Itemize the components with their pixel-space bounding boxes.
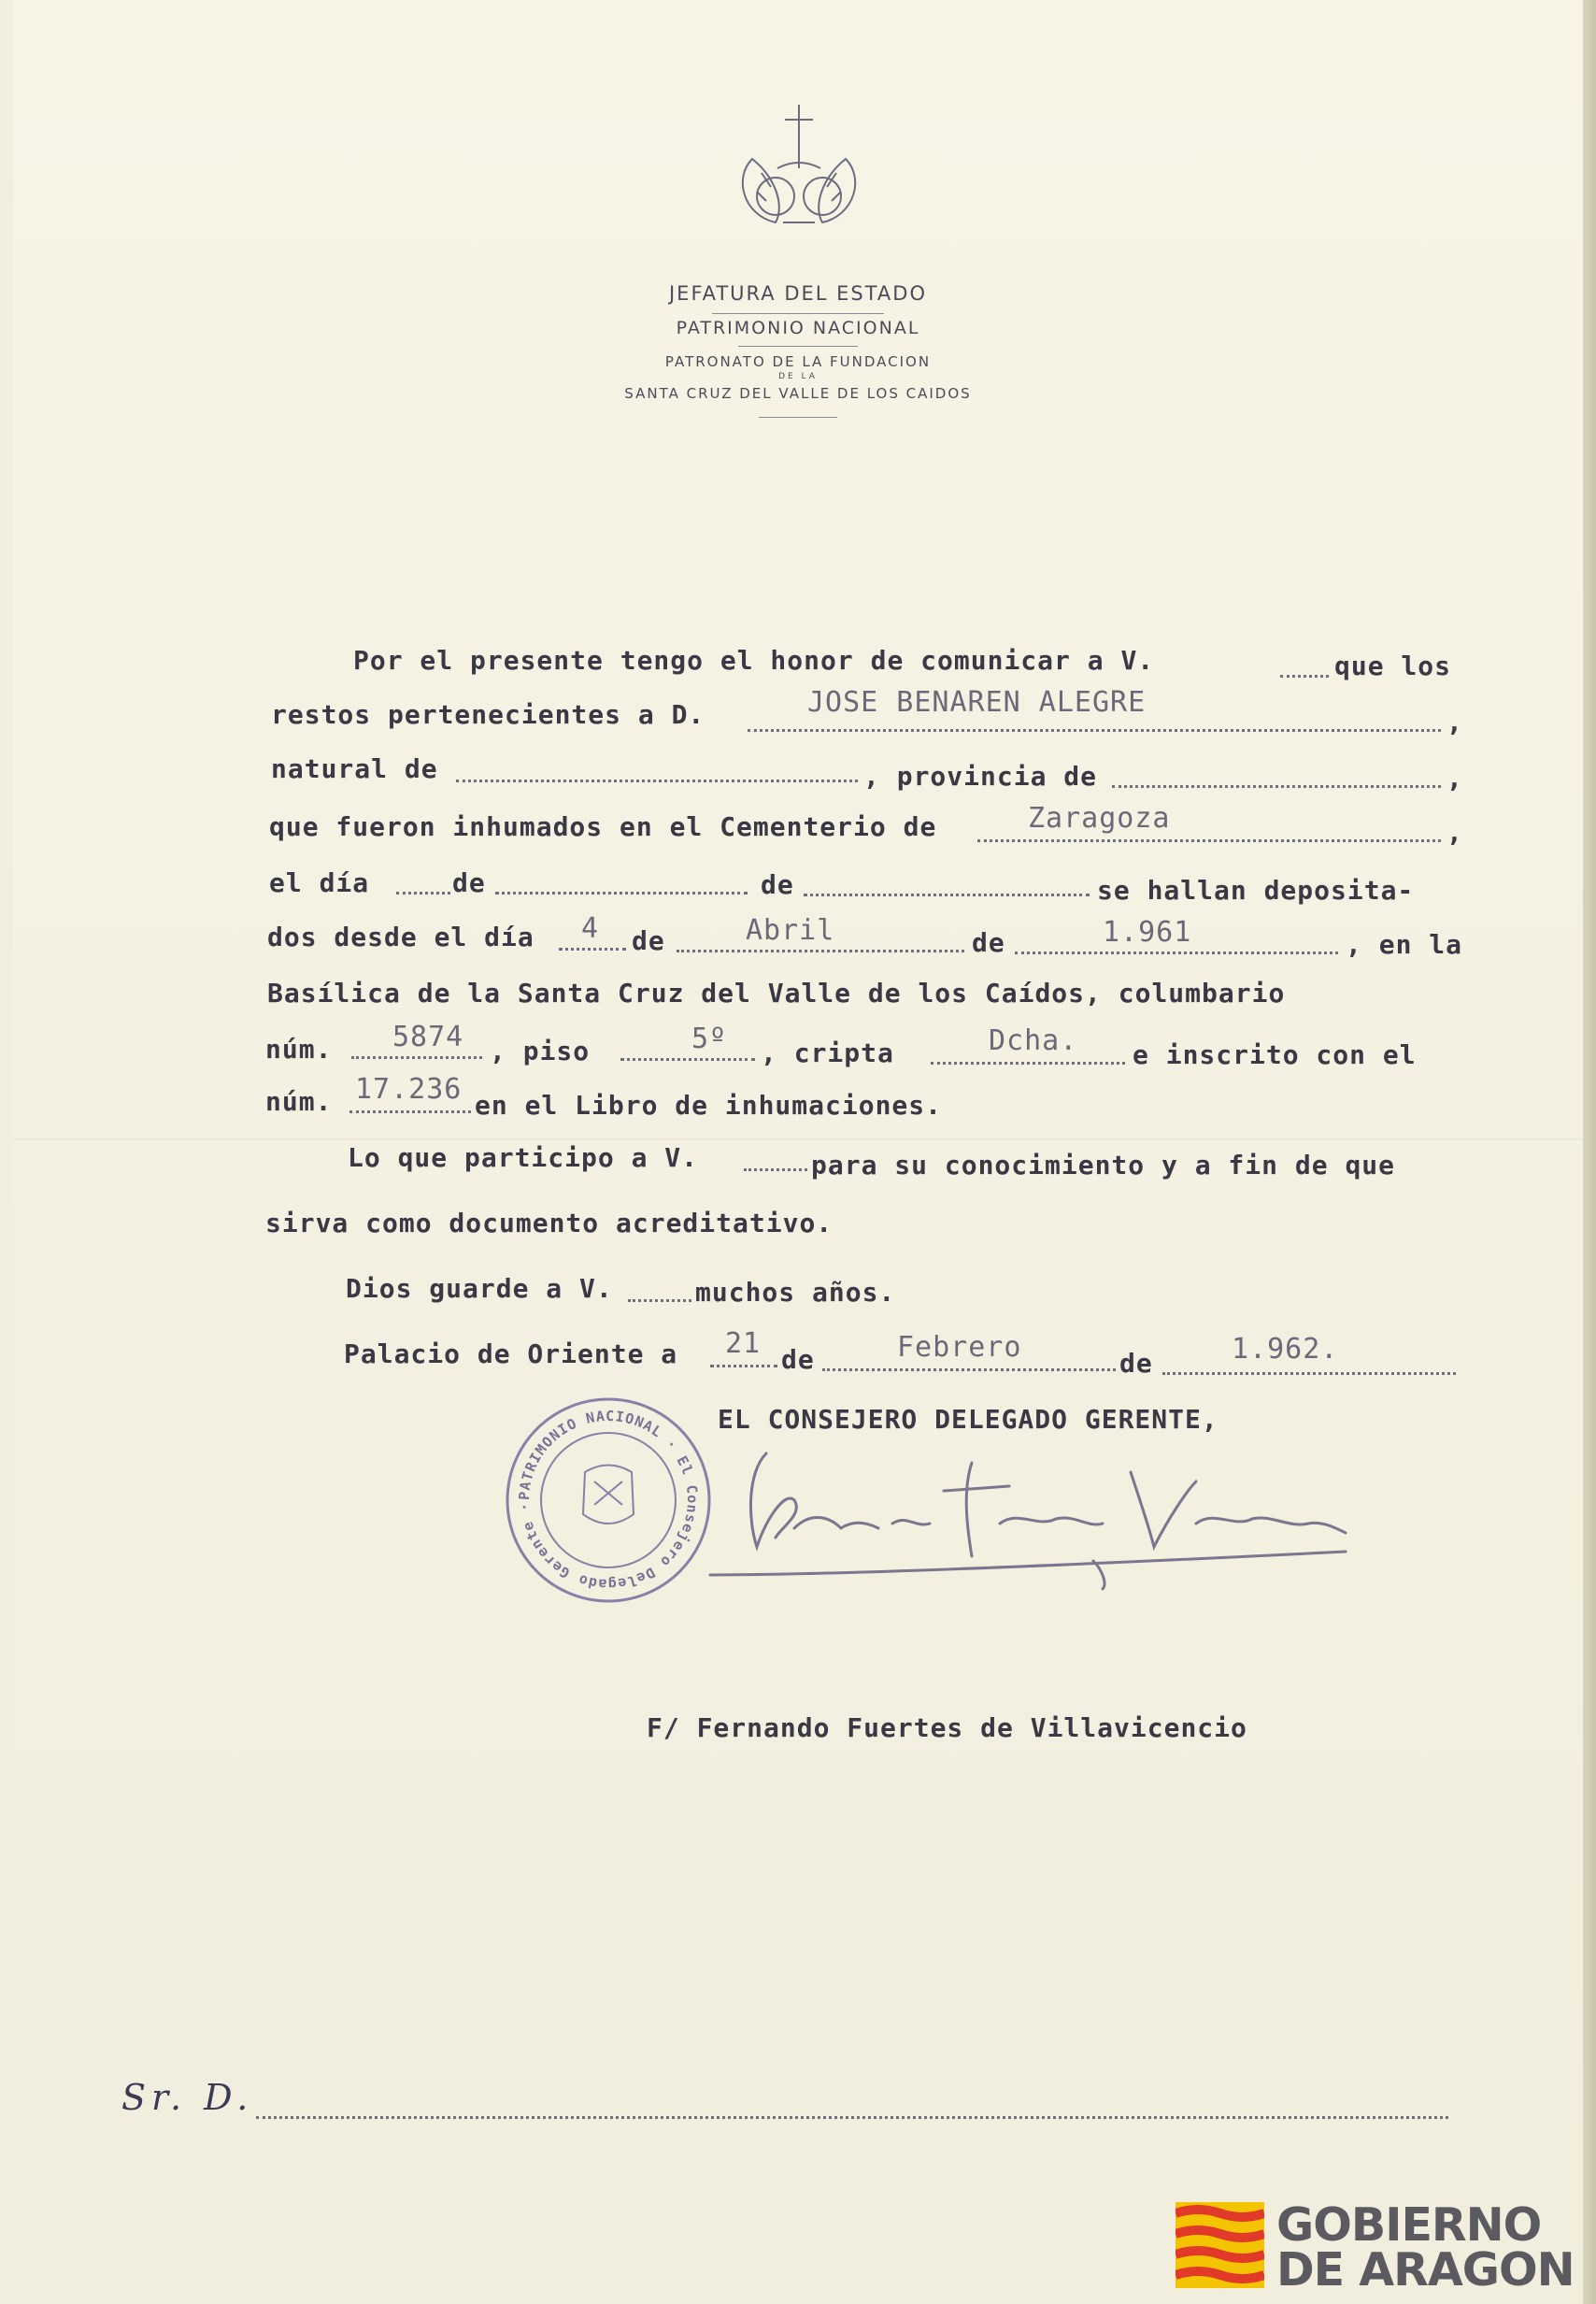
dotted-leader <box>822 1368 1116 1371</box>
body-text: de <box>1119 1348 1153 1379</box>
body-text: dos desde el día <box>267 922 534 952</box>
body-text: Dios guarde a V. <box>346 1273 613 1304</box>
crest-emblem <box>720 103 878 234</box>
floor-number: 5º <box>691 1023 728 1055</box>
body-text: en el Libro de inhumaciones. <box>475 1090 943 1121</box>
body-text: para su conocimiento y a fin de que <box>811 1150 1396 1181</box>
body-text: sirva como documento acreditativo. <box>265 1208 834 1238</box>
dotted-leader <box>744 1168 807 1171</box>
letterhead-line-4: DE LA <box>778 372 818 381</box>
body-text: que los <box>1334 651 1452 681</box>
dotted-leader <box>1280 675 1329 678</box>
dotted-leader <box>1015 952 1338 954</box>
dotted-leader <box>1112 785 1441 788</box>
body-text: restos pertenecientes a D. <box>271 699 705 730</box>
letter-month: Febrero <box>897 1331 1022 1364</box>
letter-year: 1.962. <box>1232 1333 1339 1366</box>
logo-line-2: DE ARAGON <box>1276 2243 1575 2297</box>
dotted-leader <box>396 892 450 894</box>
body-text: Palacio de Oriente a <box>344 1338 678 1369</box>
body-text: , cripta <box>761 1038 894 1068</box>
body-text: de <box>452 867 486 898</box>
official-stamp <box>501 1393 716 1608</box>
letterhead-line-1: JEFATURA DEL ESTADO <box>668 282 927 305</box>
cemetery-name: Zaragoza <box>1028 802 1171 835</box>
letter-day: 21 <box>725 1327 762 1360</box>
dotted-leader <box>677 950 964 952</box>
dotted-leader <box>559 948 626 951</box>
signoff-title: EL CONSEJERO DELEGADO GERENTE, <box>718 1404 1218 1435</box>
body-text: , provincia de <box>863 761 1098 792</box>
body-text: de <box>632 925 665 956</box>
letterhead-rule <box>759 417 837 418</box>
svg-text:PATRIMONIO NACIONAL · El Conse: PATRIMONIO NACIONAL · El Consejero Delegado Gerente · <box>515 1407 702 1594</box>
dotted-leader <box>620 1058 755 1061</box>
dotted-leader <box>804 894 1090 896</box>
body-text: se hallan deposita- <box>1097 875 1415 906</box>
body-text: , <box>1446 707 1463 737</box>
dotted-leader <box>931 1062 1125 1065</box>
letterhead-rule <box>738 346 858 347</box>
dotted-leader <box>495 892 748 894</box>
deposit-day: 4 <box>581 912 600 945</box>
body-text: el día <box>269 867 370 898</box>
sheet-edge <box>1583 0 1596 2304</box>
signatory-name: F/ Fernando Fuertes de Villavicencio <box>647 1712 1247 1743</box>
deceased-name: JOSE BENAREN ALEGRE <box>807 686 1147 719</box>
body-text: , <box>1446 817 1463 848</box>
body-text: Lo que participo a V. <box>348 1142 699 1173</box>
letterhead-line-5: SANTA CRUZ DEL VALLE DE LOS CAIDOS <box>624 385 972 402</box>
dotted-leader <box>710 1365 777 1367</box>
deposit-year: 1.961 <box>1103 916 1192 949</box>
body-text: Por el presente tengo el honor de comunicar a V. <box>353 645 1155 676</box>
recipient-dotted-line <box>256 2116 1448 2119</box>
dotted-leader <box>748 729 1441 732</box>
body-text: que fueron inhumados en el Cementerio de <box>269 811 937 842</box>
logo-line-1: GOBIERNO <box>1276 2198 1542 2252</box>
dotted-leader <box>351 1056 482 1059</box>
dotted-leader <box>977 839 1441 842</box>
body-text: de <box>761 869 794 900</box>
recipient-label: Sr. D. <box>121 2077 254 2118</box>
fold-crease <box>13 1138 1583 1142</box>
deposit-month: Abril <box>746 914 835 947</box>
body-text: , en la <box>1346 929 1463 960</box>
aragon-flag-icon <box>1176 2202 1264 2288</box>
letterhead-line-2: PATRIMONIO NACIONAL <box>676 318 920 338</box>
body-text: de <box>781 1344 815 1375</box>
register-number: 17.236 <box>355 1073 463 1106</box>
body-text: núm. <box>265 1034 333 1065</box>
letterhead-line-3: PATRONATO DE LA FUNDACION <box>664 353 932 370</box>
body-text: e inscrito con el <box>1133 1039 1417 1070</box>
body-text: Basílica de la Santa Cruz del Valle de los Caídos, columbario <box>267 978 1286 1009</box>
dotted-leader <box>628 1299 691 1302</box>
body-text: muchos años. <box>695 1277 896 1308</box>
columbarium-number: 5874 <box>392 1021 464 1053</box>
dotted-leader <box>1162 1372 1456 1375</box>
body-text: , <box>1446 763 1463 794</box>
body-text: núm. <box>265 1086 333 1117</box>
body-text: de <box>972 927 1005 958</box>
gobierno-aragon-logo <box>1176 2198 1587 2297</box>
crypt-side: Dcha. <box>989 1024 1078 1057</box>
dotted-leader <box>456 780 858 782</box>
letterhead-rule <box>712 313 884 314</box>
signature <box>691 1435 1364 1594</box>
body-text: , piso <box>490 1036 591 1066</box>
dotted-leader <box>349 1110 471 1113</box>
body-text: natural de <box>271 753 438 784</box>
